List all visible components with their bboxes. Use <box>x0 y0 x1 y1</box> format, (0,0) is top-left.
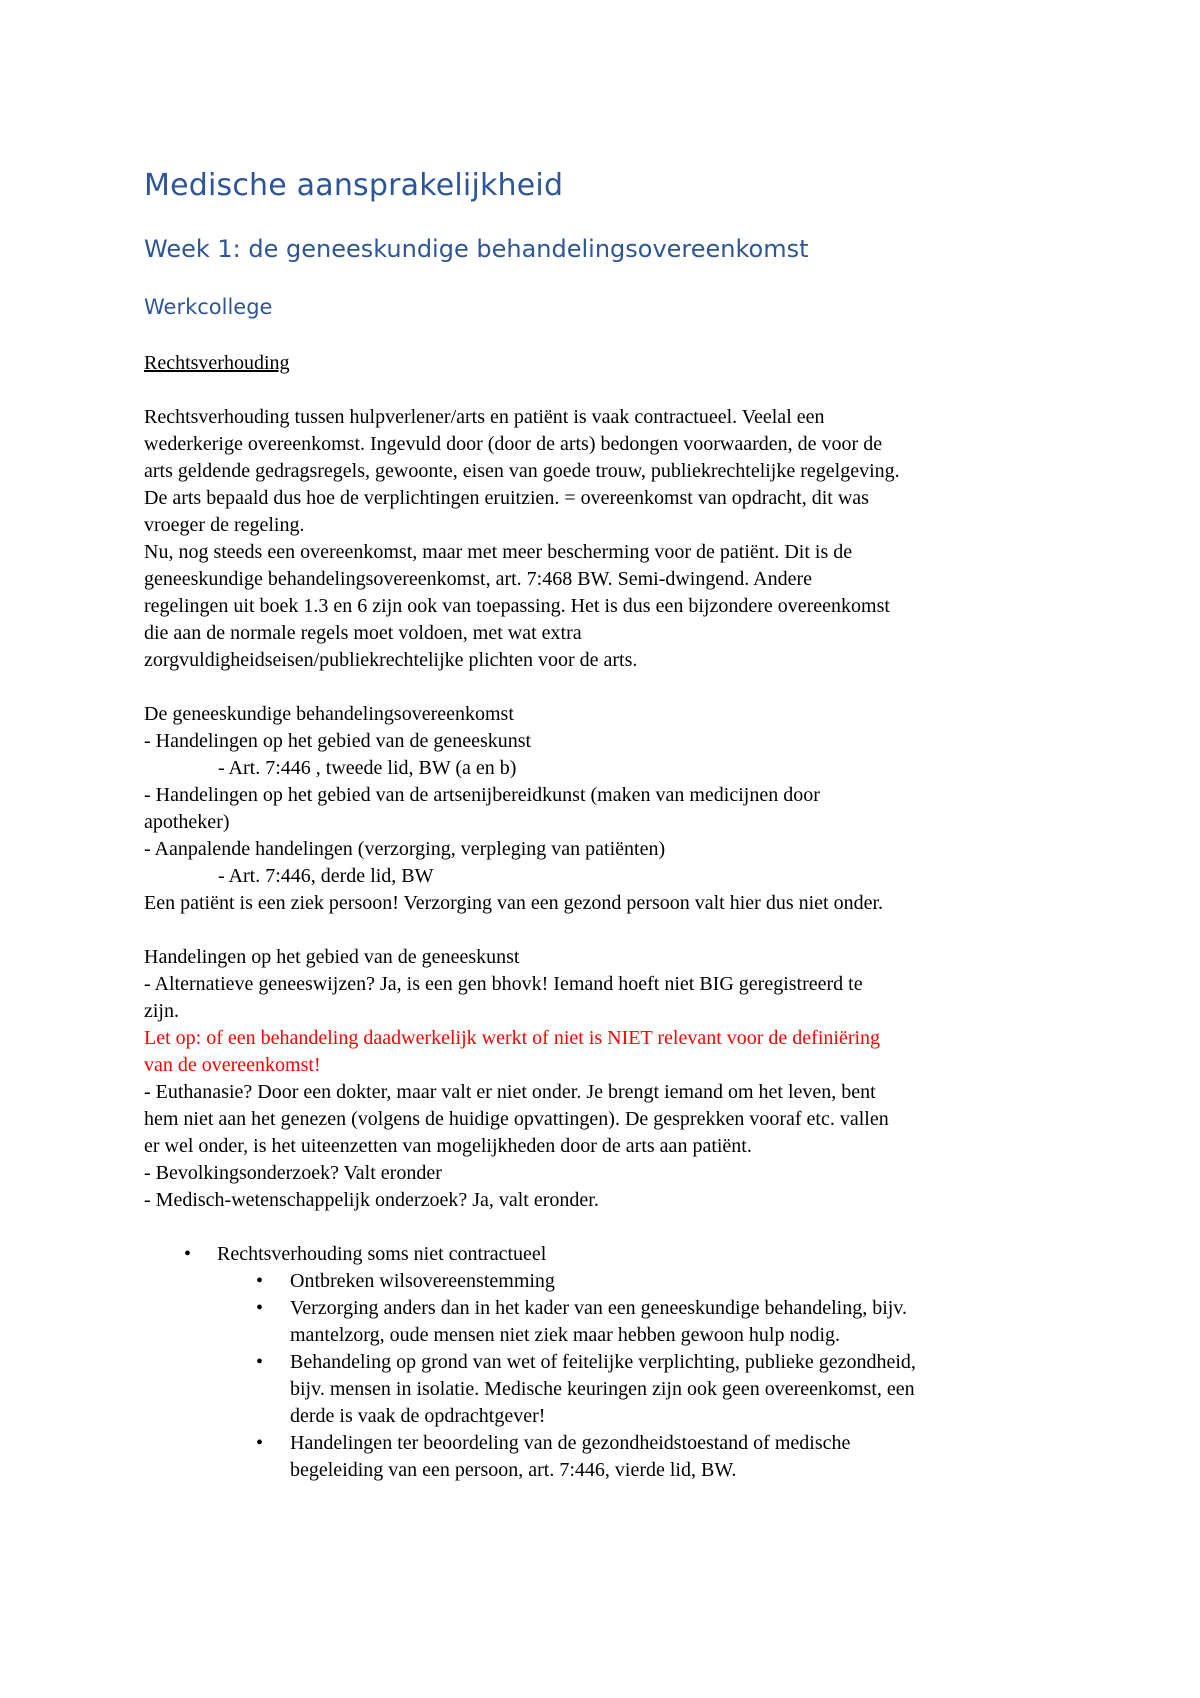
warning-text-line: van de overeenkomst! <box>144 1054 321 1076</box>
text-line: geneeskundige behandelingsovereenkomst, art. 7:468 BW. Semi-dwingend. Andere <box>144 568 812 590</box>
text-line: - Handelingen op het gebied van de artsenijbereidkunst (maken van medicijnen door <box>144 784 820 806</box>
sub-bullet-item <box>144 1349 1080 1430</box>
bullet-text: Verzorging anders dan in het kader van een geneeskundige behandeling, bijv. <box>290 1297 908 1319</box>
text-line: Nu, nog steeds een overeenkomst, maar met meer bescherming voor de patiënt. Dit is de <box>144 541 853 563</box>
spacer <box>144 1214 1080 1241</box>
sub-bullet-item: • Ontbreken wilsovereenstemming <box>144 1268 1080 1295</box>
bullet-text: Behandeling op grond van wet of feitelijke verplichting, publieke gezondheid, <box>290 1351 916 1373</box>
paragraph-geneeskunst <box>144 944 1080 1214</box>
text-line: zorgvuldigheidseisen/publiekrechtelijke plichten voor de arts. <box>144 649 638 671</box>
spacer <box>144 917 1080 944</box>
text-line: apotheker) <box>144 811 230 833</box>
bullet-text: bijv. mensen in isolatie. Medische keuringen zijn ook geen overeenkomst, een <box>290 1378 915 1400</box>
text-line: De geneeskundige behandelingsovereenkomst <box>144 703 514 725</box>
sub-bullet-item <box>144 1295 1080 1349</box>
bullet-text: Handelingen ter beoordeling van de gezondheidstoestand of medische <box>290 1432 851 1454</box>
text-line: - Euthanasie? Door een dokter, maar valt er niet onder. Je brengt iemand om het leven, bent <box>144 1081 876 1103</box>
section-heading: Werkcollege <box>144 295 273 319</box>
text-line: hem niet aan het genezen (volgens de huidige opvattingen). De gesprekken vooraf etc. vallen <box>144 1108 889 1130</box>
text-line: - Handelingen op het gebied van de geneeskunst <box>144 730 532 752</box>
text-line: - Aanpalende handelingen (verzorging, verpleging van patiënten) <box>144 838 666 860</box>
text-line: De arts bepaald dus hoe de verplichtingen eruitzien. = overeenkomst van opdracht, dit was <box>144 487 869 509</box>
text-line: wederkerige overeenkomst. Ingevuld door (door de arts) bedongen voorwaarden, de voor de <box>144 433 883 455</box>
bullet-item: • Rechtsverhouding soms niet contractueel <box>144 1241 1080 1268</box>
text-line: die aan de normale regels moet voldoen, met wat extra <box>144 622 582 644</box>
paragraph-rechtsverhouding <box>144 404 1080 674</box>
text-line: Handelingen op het gebied van de geneeskunst <box>144 946 520 968</box>
warning-text-line: Let op: of een behandeling daadwerkelijk werkt of niet is NIET relevant voor de definiëring <box>144 1027 881 1049</box>
text-line: Rechtsverhouding tussen hulpverlener/arts en patiënt is vaak contractueel. Veelal een <box>144 406 825 428</box>
document-title: Medische aansprakelijkheid <box>144 168 564 203</box>
paragraph-behandelingsovereenkomst <box>144 701 1080 917</box>
bullet-text: begeleiding van een persoon, art. 7:446, vierde lid, BW. <box>290 1459 737 1481</box>
text-line: - Alternatieve geneeswijzen? Ja, is een gen bhovk! Iemand hoeft niet BIG geregistreerd te <box>144 973 863 995</box>
subheading-rechtsverhouding: Rechtsverhouding <box>144 352 290 374</box>
text-line: er wel onder, is het uiteenzetten van mogelijkheden door de arts aan patiënt. <box>144 1135 752 1157</box>
bullet-list <box>144 1241 1080 1484</box>
bullet-text: derde is vaak de opdrachtgever! <box>290 1405 546 1427</box>
text-line: arts geldende gedragsregels, gewoonte, eisen van goede trouw, publiekrechtelijke regelgeving. <box>144 460 900 482</box>
text-line-indented: - Art. 7:446, derde lid, BW <box>218 865 434 887</box>
text-line: regelingen uit boek 1.3 en 6 zijn ook van toepassing. Het is dus een bijzondere overeenkomst <box>144 595 890 617</box>
week-heading: Week 1: de geneeskundige behandelingsovereenkomst <box>144 235 809 263</box>
text-line: Een patiënt is een ziek persoon! Verzorging van een gezond persoon valt hier dus niet onder. <box>144 892 884 914</box>
sub-bullet-item <box>144 1430 1080 1484</box>
text-line: zijn. <box>144 1000 179 1022</box>
text-line-indented: - Art. 7:446 , tweede lid, BW (a en b) <box>218 757 517 779</box>
text-line: - Medisch-wetenschappelijk onderzoek? Ja, valt eronder. <box>144 1189 599 1211</box>
text-line: - Bevolkingsonderzoek? Valt eronder <box>144 1162 442 1184</box>
text-line: vroeger de regeling. <box>144 514 305 536</box>
bullet-text: mantelzorg, oude mensen niet ziek maar hebben gewoon hulp nodig. <box>290 1324 841 1346</box>
spacer <box>144 674 1080 701</box>
